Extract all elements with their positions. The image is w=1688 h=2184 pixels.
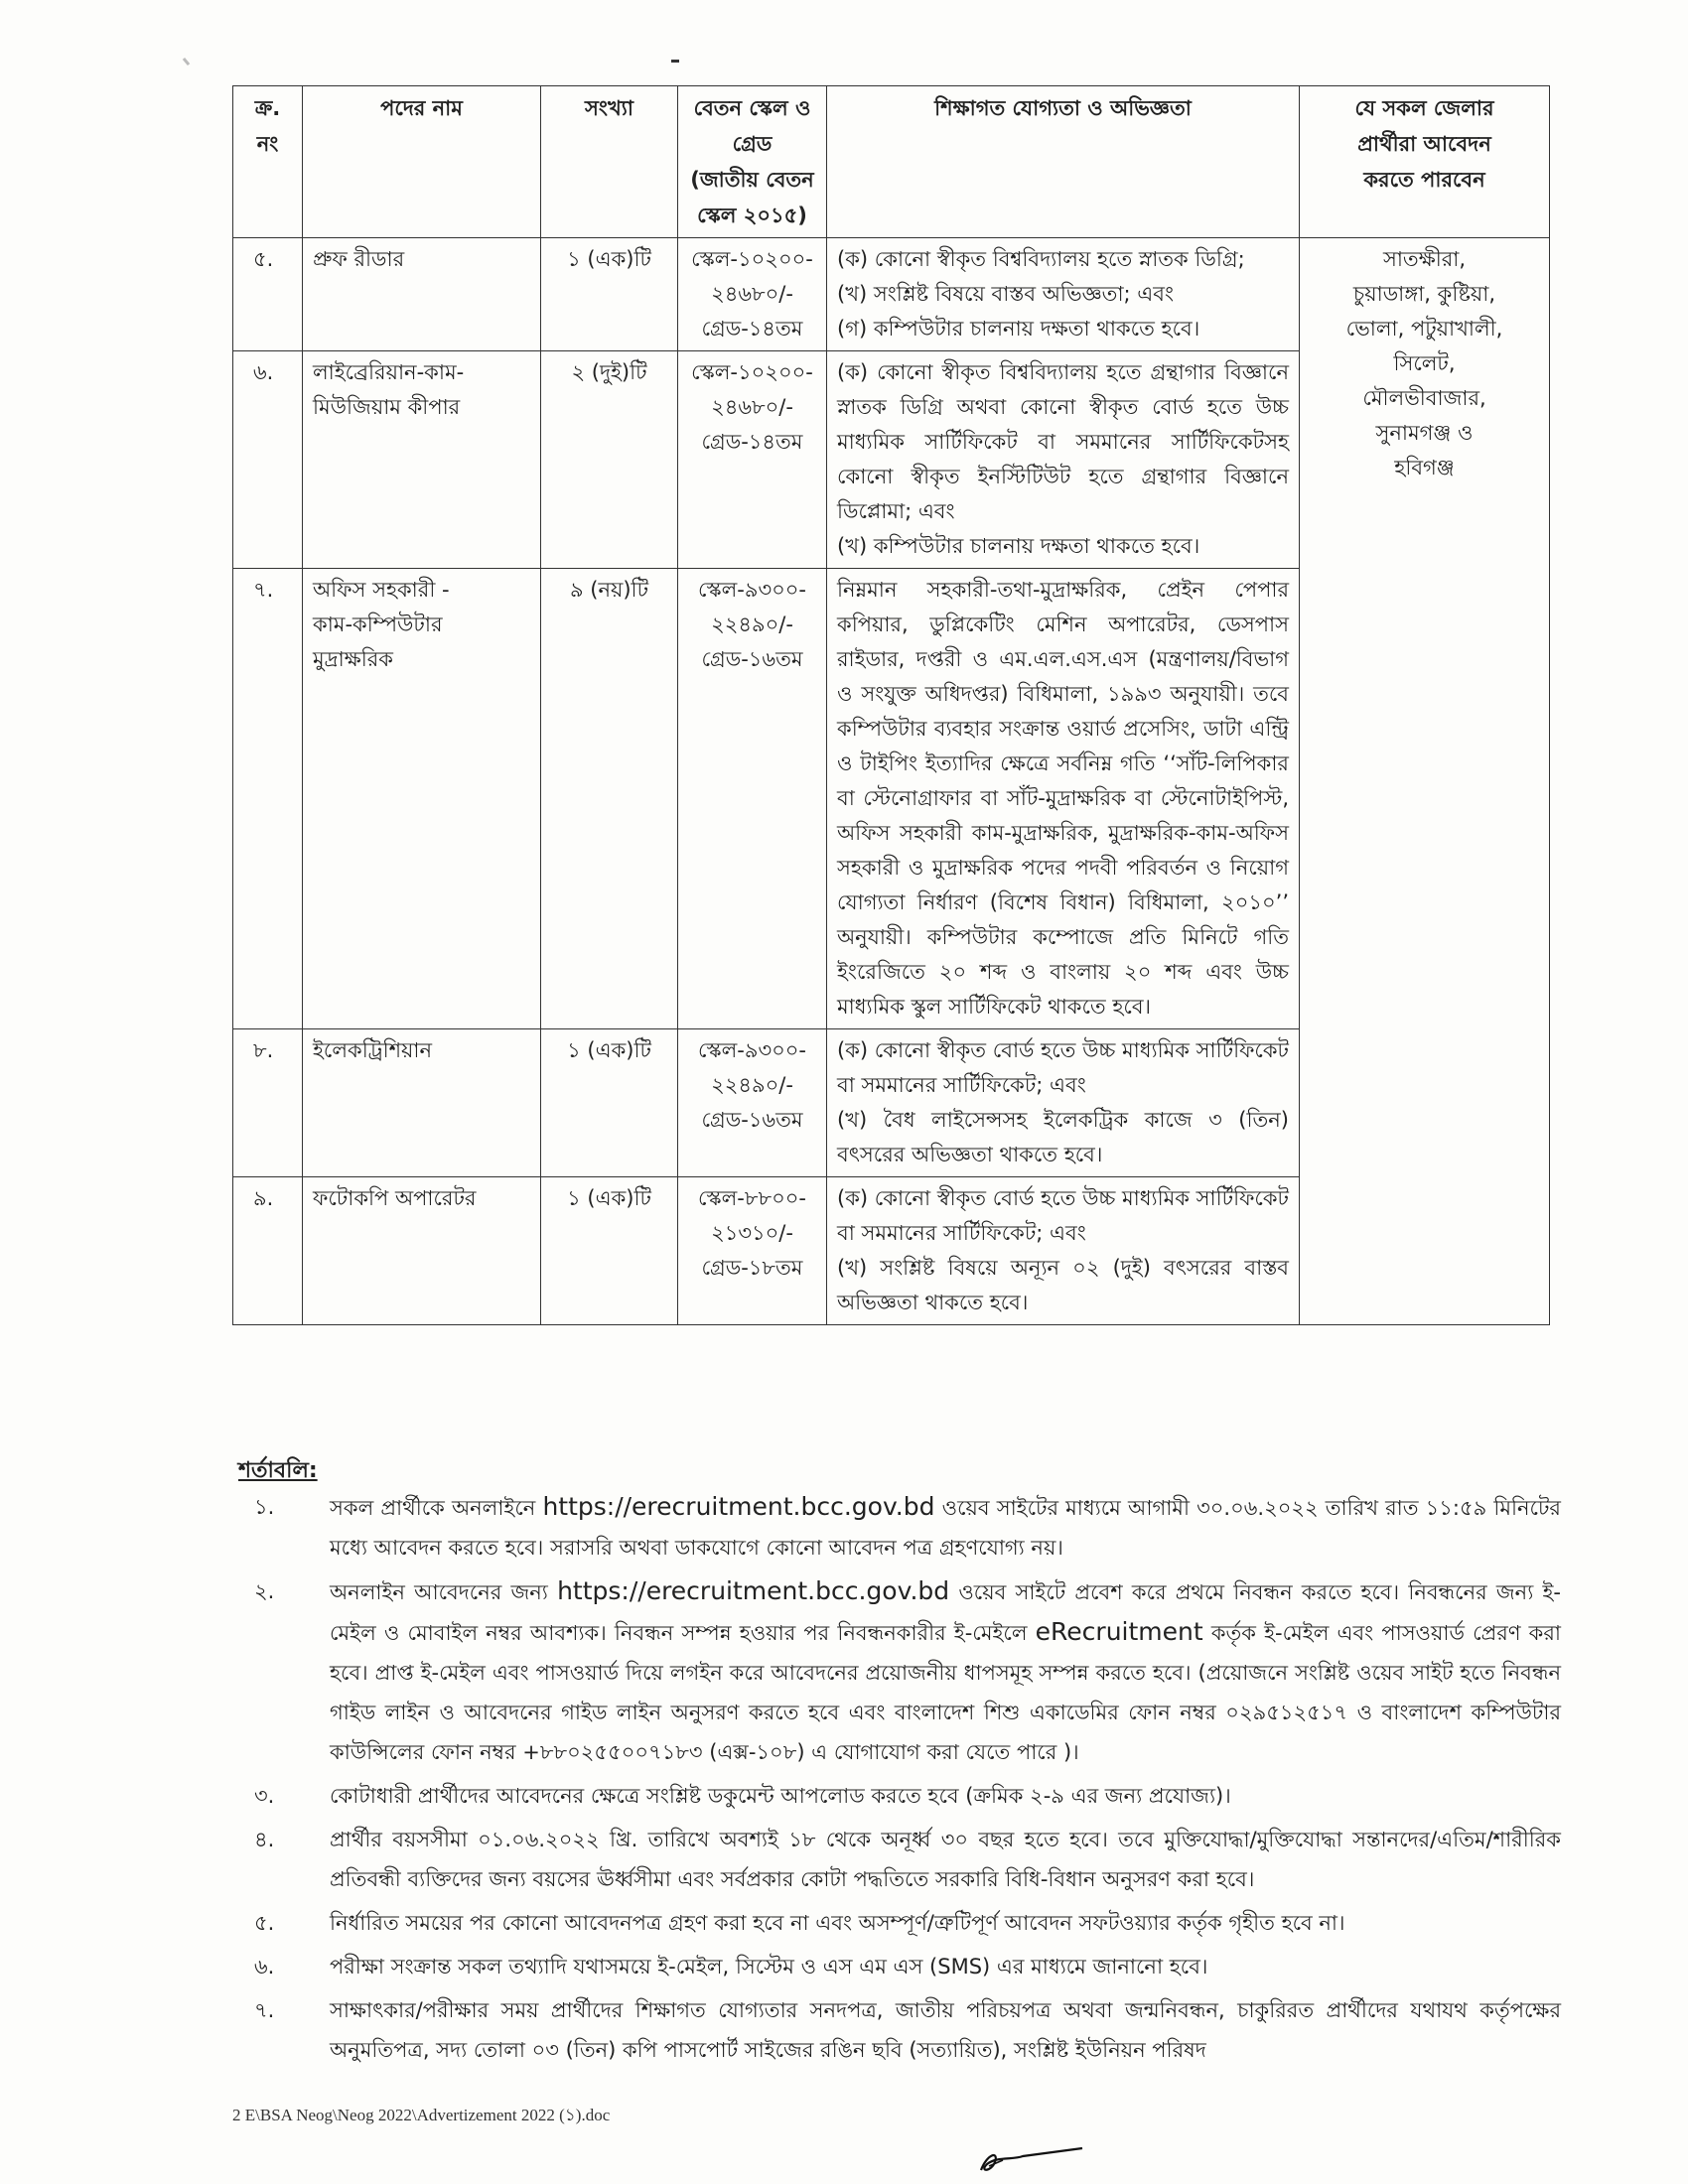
condition-text-part: কোটাধারী প্রার্থীদের আবেদনের ক্ষেত্রে সংশ্লিষ্ট ডকুমেন্ট আপলোড করতে হবে (ক্রমিক ২-৯ এর জন্য প্রযোজ্য)। [330, 1784, 1231, 1808]
serial-cell: ৭. [233, 569, 303, 1029]
header-line: গ্রেড [732, 132, 773, 156]
website-link: https://erecruitment.bcc.gov.bd [542, 1492, 935, 1521]
header-qualification: শিক্ষাগত যোগ্যতা ও অভিজ্ঞতা [827, 86, 1300, 238]
district-line: সাতক্ষীরা, [1382, 247, 1467, 271]
condition-text-part: ওয়েব সাইটের মাধ্যমে আগামী ৩০.০৬.২০২২ তারিখ রাত ১১:৫৯ মিনিটের মধ্যে আবেদন করতে হবে। সরাসরি অথবা ডাকযোগে কোনো আবেদন পত্র গ্রহণযোগ্য নয়। [330, 1496, 1561, 1560]
condition-text [330, 1487, 1561, 1568]
pay-scale-line: গ্রেড-১৪তম [701, 430, 803, 454]
header-serial: ক্র. নং [233, 86, 303, 238]
condition-text [330, 1571, 1561, 1772]
condition-text-part: সাক্ষাৎকার/পরীক্ষার সময় প্রার্থীদের শিক্ষাগত যোগ্যতার সনদপত্র, জাতীয় পরিচয়পত্র অথবা জন্মনিবন্ধন, চাকুরিরত প্রার্থীদের যথাযথ কর্তৃপক্ষের অনুমতিপত্র, সদ্য তোলা ০৩ (তিন) কপি পাসপোর্ট সাইজের রঙিন ছবি (সত্যায়িত), সংশ্লিষ্ট ইউনিয়ন পরিষদ [330, 1998, 1561, 2062]
condition-text-part: নির্ধারিত সময়ের পর কোনো আবেদনপত্র গ্রহণ করা হবে না এবং অসম্পূর্ণ/ত্রুটিপূর্ণ আবেদন সফটওয়্যার কর্তৃক গৃহীত হবে না। [330, 1911, 1345, 1935]
pay-scale-line: স্কেল-৯৩০০- [697, 578, 807, 602]
condition-text [330, 1820, 1561, 1899]
conditions-list [248, 1487, 1561, 2074]
qualification-line: (খ) সংশ্লিষ্ট বিষয়ে অন্যূন ০২ (দুই) বৎসরের বাস্তব অভিজ্ঞতা থাকতে হবে। [837, 1256, 1289, 1314]
qualification-line: (খ) বৈধ লাইসেন্সসহ ইলেকট্রিক কাজে ৩ (তিন) বৎসরের অভিজ্ঞতা থাকতে হবে। [837, 1108, 1289, 1166]
website-link: https://erecruitment.bcc.gov.bd [557, 1576, 950, 1605]
condition-number: ৩. [254, 1784, 275, 1808]
pay-scale-cell [678, 1029, 827, 1177]
district-line: ভোলা, পটুয়াখালী, [1345, 317, 1503, 341]
qualification-line: (ক) কোনো স্বীকৃত বোর্ড হতে উচ্চ মাধ্যমিক সার্টিফিকেট বা সমমানের সার্টিফিকেট; এবং [837, 1186, 1289, 1245]
header-count: সংখ্যা [541, 86, 678, 238]
district-line: মৌলভীবাজার, [1362, 386, 1486, 410]
condition-number: ৫. [254, 1911, 275, 1935]
condition-item [248, 1776, 1561, 1816]
post-count-cell: ১ (এক)টি [541, 1177, 678, 1325]
header-line: যে সকল জেলার [1354, 96, 1494, 120]
header-line: স্কেল ২০১৫) [697, 204, 807, 227]
qualification-line: (খ) কম্পিউটার চালনায় দক্ষতা থাকতে হবে। [837, 534, 1200, 558]
serial-cell: ৬. [233, 351, 303, 569]
post-count-cell: ১ (এক)টি [541, 238, 678, 351]
pay-scale-line: গ্রেড-১৮তম [701, 1256, 803, 1280]
serial-cell: ৮. [233, 1029, 303, 1177]
header-pay-scale [678, 86, 827, 238]
post-name-line: অফিস সহকারী - [313, 578, 450, 602]
condition-number: ৭. [254, 1998, 275, 2022]
post-name-cell [303, 1029, 541, 1177]
condition-text-part: কর্তৃক ই-মেইল এবং পাসওয়ার্ড প্রেরণ করা হবে। প্রাপ্ত ই-মেইল এবং পাসওয়ার্ড দিয়ে লগইন করে আবেদনের প্রয়োজনীয় ধাপসমূহ সম্পন্ন করতে হবে। (প্রয়োজনে সংশ্লিষ্ট ওয়েব সাইট হতে নিবন্ধন গাইড লাইন ও আবেদনের গাইড লাইন অনুসরণ করতে হবে এবং বাংলাদেশ শিশু একাডেমির ফোন নম্বর ০২৯৫১২৫১৭ ও বাংলাদেশ কম্পিউটার কাউন্সিলের ফোন নম্বর +৮৮০২৫৫০০৭১৮৩ (এক্স-১০৮) এ যোগাযোগ করা যেতে পারে )। [330, 1621, 1561, 1764]
district-line: চুয়াডাঙ্গা, কুষ্টিয়া, [1352, 282, 1496, 306]
condition-number: ২. [254, 1579, 275, 1603]
pay-scale-line: স্কেল-৮৮০০- [697, 1186, 806, 1210]
condition-item [248, 1947, 1561, 1986]
conditions-title: শর্তাবলি: [238, 1458, 318, 1483]
scan-mark [671, 60, 679, 63]
pay-scale-line: স্কেল-১০২০০- [691, 360, 813, 384]
pay-scale-line: স্কেল-৯৩০০- [697, 1038, 807, 1062]
condition-number: ১. [254, 1495, 275, 1519]
table-header-row [233, 86, 1550, 238]
pay-scale-line: ২২৪৯০/- [711, 613, 793, 636]
condition-text-part: প্রার্থীর বয়সসীমা ০১.০৬.২০২২ খ্রি. তারিখে অবশ্যই ১৮ থেকে অনূর্ধ্ব ৩০ বছর হতে হবে। তবে মুক্তিযোদ্ধা/মুক্তিযোদ্ধা সন্তানদের/এতিম/শারীরিক প্রতিবন্ধী ব্যক্তিদের জন্য বয়সের ঊর্ধ্বসীমা এবং সর্বপ্রকার কোটা পদ্ধতিতে সরকারি বিধি-বিধান অনুসরণ করা হবে। [330, 1828, 1561, 1891]
scan-mark [183, 58, 190, 66]
condition-text [330, 1903, 1561, 1943]
district-line: হবিগঞ্জ [1394, 456, 1455, 479]
district-line: সুনামগঞ্জ ও [1375, 421, 1474, 445]
condition-text [330, 1947, 1561, 1986]
pay-scale-line: ২৪৬৮০/- [711, 395, 793, 419]
post-name-line: ফটোকপি অপারেটর [313, 1186, 477, 1210]
serial-cell: ৯. [233, 1177, 303, 1325]
pay-scale-cell [678, 1177, 827, 1325]
eligible-districts-cell [1300, 238, 1550, 1325]
condition-text-part: অনলাইন আবেদনের জন্য [330, 1580, 558, 1604]
qualification-line: (খ) সংশ্লিষ্ট বিষয়ে বাস্তব অভিজ্ঞতা; এবং [837, 282, 1174, 306]
condition-number: ৪. [254, 1828, 275, 1851]
pay-scale-line: স্কেল-১০২০০- [691, 247, 813, 271]
serial-cell: ৫. [233, 238, 303, 351]
posts-table [232, 85, 1550, 1325]
pay-scale-line: ২৪৬৮০/- [711, 282, 793, 306]
pay-scale-cell [678, 569, 827, 1029]
condition-item [248, 1903, 1561, 1943]
post-count-cell: ৯ (নয়)টি [541, 569, 678, 1029]
pay-scale-line: ২২৪৯০/- [711, 1073, 793, 1097]
website-link: eRecruitment [1035, 1617, 1203, 1646]
post-count-cell: ১ (এক)টি [541, 1029, 678, 1177]
post-count-cell: ২ (দুই)টি [541, 351, 678, 569]
post-name-line: কাম-কম্পিউটার [313, 613, 443, 636]
qualification-line: (গ) কম্পিউটার চালনায় দক্ষতা থাকতে হবে। [837, 317, 1200, 341]
condition-item [248, 1571, 1561, 1772]
header-line: প্রার্থীরা আবেদন [1357, 132, 1491, 156]
pay-scale-line: ২১৩১০/- [711, 1221, 793, 1245]
condition-item [248, 1487, 1561, 1568]
post-name-line: লাইব্রেরিয়ান-কাম- [313, 360, 465, 384]
condition-text-part: সকল প্রার্থীকে অনলাইনে [330, 1496, 543, 1520]
condition-item [248, 1820, 1561, 1899]
qualification-line: (ক) কোনো স্বীকৃত বিশ্ববিদ্যালয় হতে গ্রন্থাগার বিজ্ঞানে স্নাতক ডিগ্রি অথবা কোনো স্বীকৃত বোর্ড হতে উচ্চ মাধ্যমিক সার্টিফিকেট বা সমমানের সার্টিফিকেটসহ কোনো স্বীকৃত ইনস্টিটিউট হতে গ্রন্থাগার বিজ্ঞানে ডিপ্লোমা; এবং [837, 360, 1289, 523]
pay-scale-line: গ্রেড-১৬তম [701, 647, 803, 671]
post-name-line: মিউজিয়াম কীপার [313, 395, 461, 419]
condition-text [330, 1990, 1561, 2070]
condition-text-part: পরীক্ষা সংক্রান্ত সকল তথ্যাদি যথাসময়ে ই-মেইল, সিস্টেম ও এস এম এস (SMS) এর মাধ্যমে জানানো হবে। [330, 1955, 1208, 1979]
qualification-cell [827, 1177, 1300, 1325]
pay-scale-line: গ্রেড-১৬তম [701, 1108, 803, 1132]
signature-mark [973, 2142, 1092, 2178]
qualification-cell [827, 1029, 1300, 1177]
header-line: (জাতীয় বেতন [690, 168, 814, 192]
qualification-line: (ক) কোনো স্বীকৃত বোর্ড হতে উচ্চ মাধ্যমিক সার্টিফিকেট বা সমমানের সার্টিফিকেট; এবং [837, 1038, 1289, 1097]
header-districts [1300, 86, 1550, 238]
qualification-cell [827, 238, 1300, 351]
pay-scale-cell [678, 238, 827, 351]
condition-text-part: ওয়েব সাইটে প্রবেশ করে প্রথমে নিবন্ধন করতে হবে। নিবন্ধনের জন্য ই-মেইল ও মোবাইল নম্বর আবশ্যক। নিবন্ধন সম্পন্ন হওয়ার পর নিবন্ধনকারীর ই-মেইলে [330, 1580, 1561, 1645]
qualification-cell [827, 351, 1300, 569]
condition-number: ৬. [254, 1955, 275, 1979]
post-name-line: ইলেকট্রিশিয়ান [313, 1038, 433, 1062]
qualification-line: নিম্নমান সহকারী-তথা-মুদ্রাক্ষরিক, প্রেইন পেপার কপিয়ার, ডুপ্লিকেটিং মেশিন অপারেটর, ডেসপাস রাইডার, দপ্তরী ও এম.এল.এস.এস (মন্ত্রণালয়/বিভাগ ও সংযুক্ত অধিদপ্তর) বিধিমালা, ১৯৯৩ অনুযায়ী। তবে কম্পিউটার ব্যবহার সংক্রান্ত ওয়ার্ড প্রসেসিং, ডাটা এন্ট্রি ও টাইপিং ইত্যাদির ক্ষেত্রে সর্বনিম্ন গতি ‘‘সাঁট-লিপিকার বা স্টেনোগ্রাফার বা সাঁট-মুদ্রাক্ষরিক বা স্টেনোটাইপিস্ট, অফিস সহকারী কাম-মুদ্রাক্ষরিক, মুদ্রাক্ষরিক-কাম-অফিস সহকারী ও মুদ্রাক্ষরিক পদের পদবী পরিবর্তন ও নিয়োগ যোগ্যতা নির্ধারণ (বিশেষ বিধান) বিধিমালা, ২০১০’’ অনুযায়ী। কম্পিউটার কম্পোজে প্রতি মিনিটে গতি ইংরেজিতে ২০ শব্দ ও বাংলায় ২০ শব্দ এবং উচ্চ মাধ্যমিক স্কুল সার্টিফিকেট থাকতে হবে। [837, 578, 1289, 1019]
header-line: করতে পারবেন [1363, 168, 1485, 192]
post-name-cell [303, 1177, 541, 1325]
post-name-line: মুদ্রাক্ষরিক [313, 647, 393, 671]
table-row [233, 238, 1550, 351]
document-file-path: 2 E\BSA Neog\Neog 2022\Advertizement 2022 (১).doc [232, 2106, 611, 2124]
post-name-cell [303, 351, 541, 569]
district-line: সিলেট, [1393, 351, 1456, 375]
pay-scale-line: গ্রেড-১৪তম [701, 317, 803, 341]
condition-item [248, 1990, 1561, 2070]
post-name-cell [303, 238, 541, 351]
header-post-name: পদের নাম [303, 86, 541, 238]
header-line: বেতন স্কেল ও [693, 96, 811, 120]
post-name-cell [303, 569, 541, 1029]
pay-scale-cell [678, 351, 827, 569]
qualification-line: (ক) কোনো স্বীকৃত বিশ্ববিদ্যালয় হতে স্নাতক ডিগ্রি; [837, 247, 1245, 271]
qualification-cell [827, 569, 1300, 1029]
post-name-line: প্রুফ রীডার [313, 247, 405, 271]
condition-text [330, 1776, 1561, 1816]
